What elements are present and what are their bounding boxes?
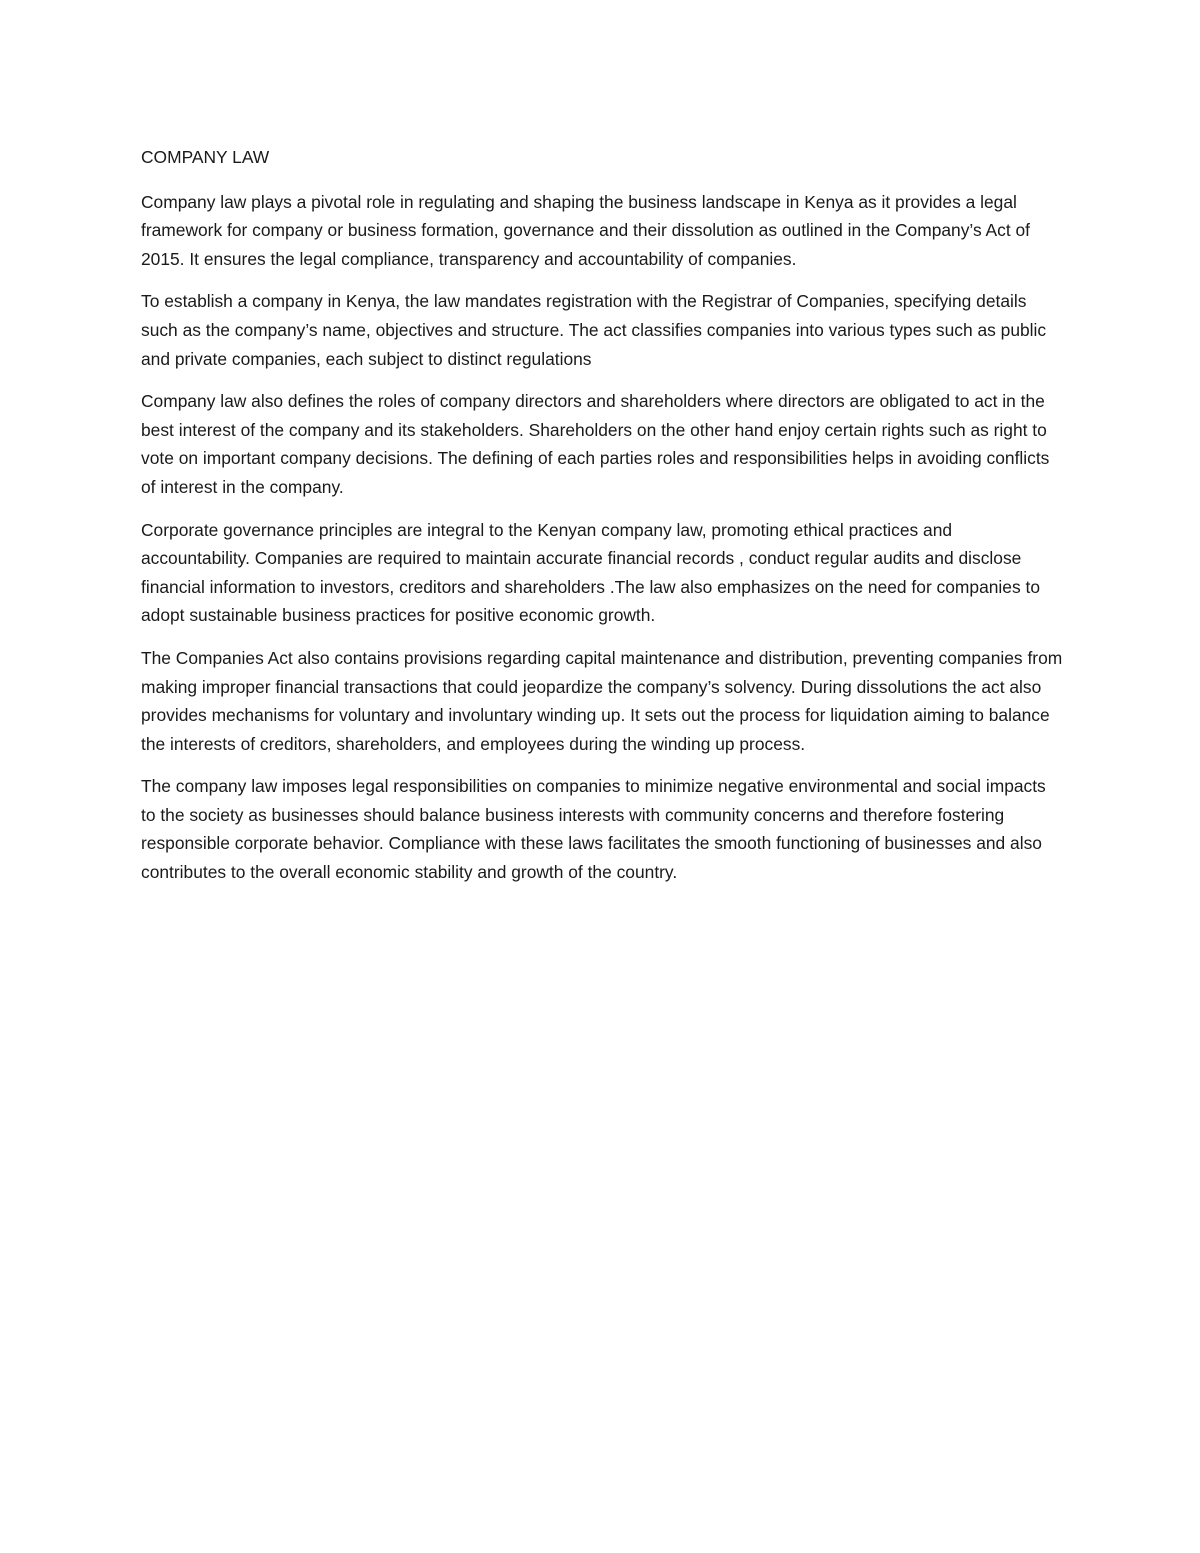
paragraph-2: To establish a company in Kenya, the law mandates registration with the Registrar of Companies, specifying details such as the company’s name, objectives and structure. The act classifies companies into various types such as public and private companies, each subject to distinct regulations [141, 291, 1047, 369]
paragraph-3: Company law also defines the roles of company directors and shareholders where directors are obligated to act in the best interest of the company and its stakeholders. Shareholders on the other hand enjoy certain rights such as right to vote on important company decisions. The defining of each parties roles and responsibilities helps in avoiding conflicts of interest in the company. [141, 391, 1050, 497]
paragraph-6: The company law imposes legal responsibilities on companies to minimize negative environmental and social impacts to the society as businesses should balance business interests with community concerns and therefore fostering responsible corporate behavior. Compliance with these laws facilitates the smooth functioning of businesses and also contributes to the overall economic stability and growth of the country. [141, 776, 1046, 883]
document-body [141, 143, 1063, 901]
paragraph-4: Corporate governance principles are integral to the Kenyan company law, promoting ethical practices and accountability. Companies are required to maintain accurate financial records , conduct regular audits and disclose financial information to investors, creditors and shareholders .The law also emphasizes on the need for companies to adopt sustainable business practices for positive economic growth. [141, 519, 1040, 626]
paragraph-1: Company law plays a pivotal role in regulating and shaping the business landscape in Kenya as it provides a legal framework for company or business formation, governance and their dissolution as outlined in the Company’s Act of 2015. It ensures the legal compliance, transparency and accountability of companies. [141, 191, 1031, 269]
paragraph-5: The Companies Act also contains provisions regarding capital maintenance and distribution, preventing companies from making improper financial transactions that could jeopardize the company’s solvency. During dissolutions the act also provides mechanisms for voluntary and involuntary winding up. It sets out the process for liquidation aiming to balance the interests of creditors, shareholders, and employees during the winding up process. [141, 647, 1063, 754]
document-title: COMPANY LAW [141, 147, 270, 167]
